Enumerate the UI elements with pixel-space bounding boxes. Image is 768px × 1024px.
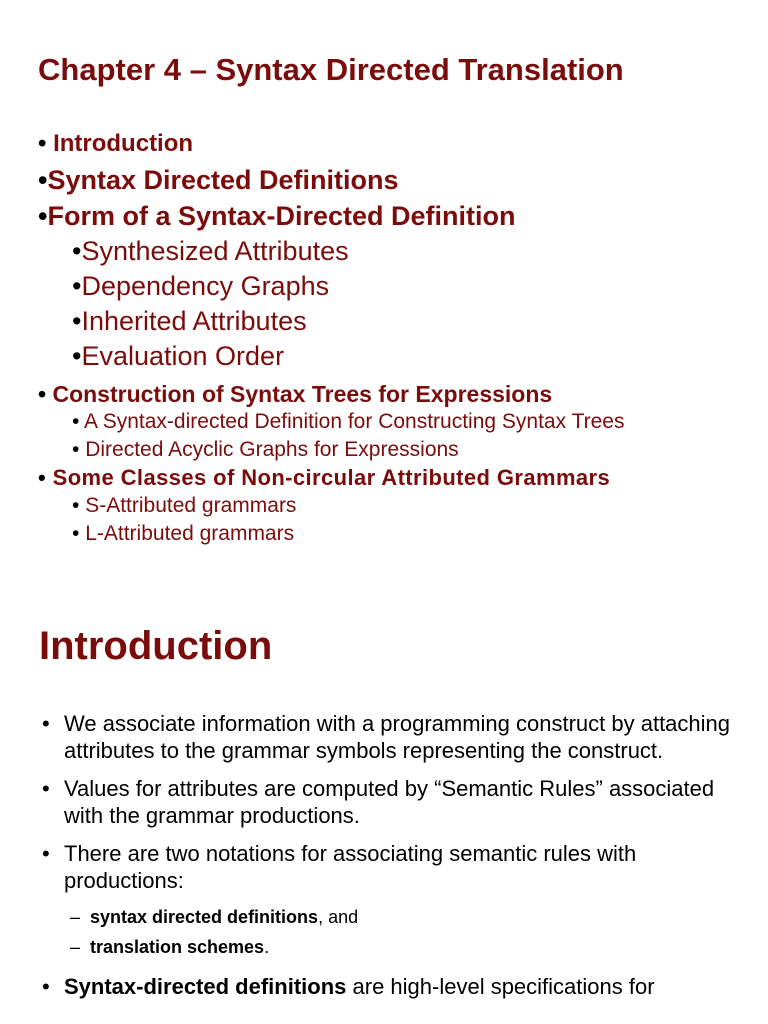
notation-term: syntax directed definitions (90, 907, 319, 927)
bullet-point (42, 775, 732, 829)
outline-subitem-label: Synthesized Attributes (81, 236, 349, 266)
outline-subitem (38, 436, 624, 464)
outline-subitem-label: Evaluation Order (81, 341, 285, 371)
outline-subitem (38, 304, 624, 339)
introduction-slide (0, 600, 768, 1024)
outline-subitem-label: S-Attributed grammars (85, 494, 297, 517)
bullet: • (72, 410, 80, 433)
bullet: • (38, 465, 47, 490)
outline-subitem-label: L-Attributed grammars (85, 522, 295, 545)
bullet: • (38, 381, 47, 407)
bullet: • (72, 271, 82, 301)
bullet: • (72, 236, 82, 266)
outline-subitem-label: A Syntax-directed Definition for Constructing Syntax Trees (84, 410, 625, 433)
bullet-term: Syntax-directed definitions (64, 974, 347, 999)
bullet: • (42, 711, 50, 736)
outline-subitem (38, 339, 624, 374)
bullet-point (42, 710, 732, 764)
outline-item-label: Syntax Directed Definitions (47, 165, 399, 195)
section-title: Introduction (39, 624, 273, 668)
outline-subitem-label: Directed Acyclic Graphs for Expressions (85, 438, 459, 461)
bullet: • (42, 841, 50, 866)
notation-suffix: . (264, 937, 270, 957)
outline-subitem (38, 520, 624, 548)
outline-subitem (38, 408, 624, 436)
outline-subitem (38, 234, 624, 269)
bullet: • (72, 341, 82, 371)
outline-item-label: Construction of Syntax Trees for Expressions (52, 381, 553, 407)
chapter-title: Chapter 4 – Syntax Directed Translation (38, 52, 624, 87)
bullet-text: are high-level specifications for (346, 974, 655, 999)
dash: – (70, 907, 81, 927)
outline-item (38, 380, 624, 408)
bullet: • (72, 494, 80, 517)
bullet-text: We associate information with a programming construct by attaching attributes to the grammar symbols representing the construct. (64, 711, 731, 763)
bullet-point (42, 840, 732, 962)
notation-item (64, 902, 732, 932)
outline-subitem (38, 492, 624, 520)
bullet: • (38, 201, 48, 231)
bullet: • (42, 776, 50, 801)
bullet: • (38, 130, 47, 157)
notation-term: translation schemes (90, 937, 265, 957)
chapter-outline (38, 126, 624, 548)
bullet: • (72, 306, 82, 336)
outline-subitem-label: Dependency Graphs (81, 271, 330, 301)
bullet-point (42, 973, 732, 1000)
outline-item-label: Introduction (53, 130, 194, 157)
bullet: • (38, 165, 48, 195)
notation-suffix: , and (318, 907, 359, 927)
notation-list (64, 902, 732, 962)
introduction-bullets (42, 710, 732, 1011)
dash: – (70, 937, 81, 957)
outline-item (38, 198, 624, 234)
outline-subitem (38, 269, 624, 304)
outline-item (38, 126, 624, 162)
outline-item-label: Some Classes of Non-circular Attributed Grammars (52, 465, 611, 490)
bullet-text: There are two notations for associating semantic rules with productions: (64, 841, 637, 893)
outline-subitem-label: Inherited Attributes (81, 306, 307, 336)
notation-item (64, 932, 732, 962)
outline-item (38, 464, 624, 492)
bullet: • (72, 438, 80, 461)
bullet: • (72, 522, 80, 545)
bullet: • (42, 974, 50, 999)
bullet-text: Values for attributes are computed by “Semantic Rules” associated with the grammar productions. (64, 776, 715, 828)
outline-item-label: Form of a Syntax-Directed Definition (47, 201, 516, 231)
outline-item (38, 162, 624, 198)
